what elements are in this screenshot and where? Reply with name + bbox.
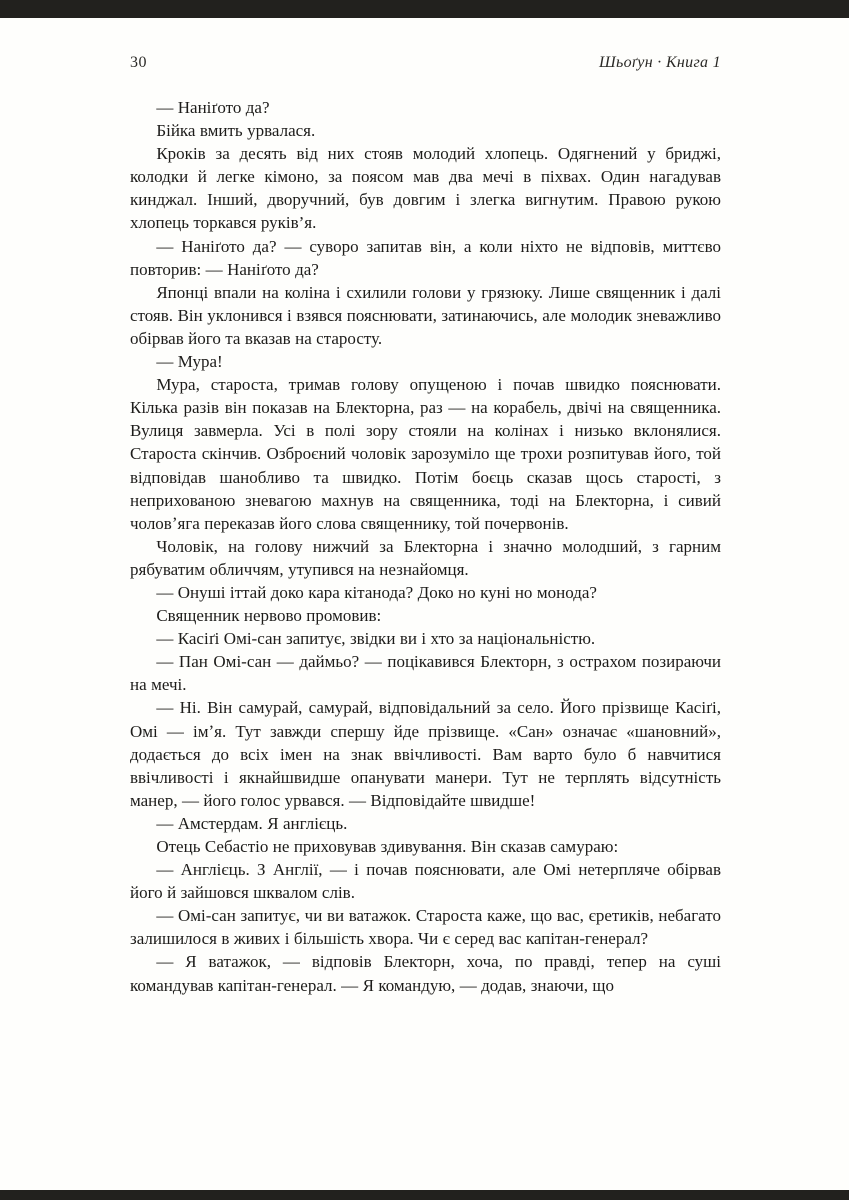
- book-page: [0, 18, 849, 1190]
- paragraph: — Наніґото да? — суворо запитав він, а коли ніхто не відповів, миттєво повторив: — Наніґото да?: [130, 236, 721, 279]
- scan-edge-bottom: [0, 1190, 849, 1200]
- paragraph: — Ні. Він самурай, самурай, відповідальний за село. Його прізвище Касіґі, Омі — імʼя. Тут завжди спершу йде прізвище. «Сан» означає «шановний», додається до всіх імен на знак ввічливості. Вам варто було б навчитися ввічливості і якнайшвидше опанувати манери. Тут не терплять відсутність манер, — його голос урвався. — Відповідайте швидше!: [130, 698, 721, 810]
- paragraph: — Касіґі Омі-сан запитує, звідки ви і хто за національністю.: [156, 629, 596, 649]
- paragraph: — Мура!: [156, 352, 223, 372]
- paragraph: — Амстердам. Я англієць.: [156, 813, 348, 833]
- paragraph: — Пан Омі-сан — даймьо? — поцікавився Блекторн, з острахом позираючи на мечі.: [130, 652, 721, 695]
- paragraph: — Наніґото да?: [156, 98, 270, 117]
- paragraph: — Англієць. З Англії, — і почав пояснювати, але Омі нетерпляче обірвав його й зайшовся шквалом слів.: [130, 860, 721, 903]
- scan-edge-top: [0, 0, 849, 18]
- paragraph: Отець Себастіо не приховував здивування. Він сказав самураю:: [156, 837, 619, 856]
- page-number: 30: [130, 54, 147, 71]
- paragraph: Японці впали на коліна і схилили голови у грязюку. Лише священник і далі стояв. Він уклонився і взявся пояснювати, затинаючись, але молодик зневажливо обірвав його та вказав на старосту.: [130, 282, 721, 348]
- paragraph: Кроків за десять від них стояв молодий хлопець. Одягнений у бриджі, колодки й легке кімоно, за поясом мав два мечі в піхвах. Один нагадував кинджал. Інший, дворучний, був довгим і злегка вигнутим. Правою рукою хлопець торкався руків’я.: [130, 144, 721, 233]
- paragraph: Чоловік, на голову нижчий за Блекторна і значно молодший, з гарним рябуватим обличчям, утупився на незнайомця.: [130, 536, 721, 579]
- paragraph: Мура, староста, тримав голову опущеною і почав швидко пояснювати. Кілька разів він показав на Блекторна, раз — на корабель, двічі на священника. Вулиця завмерла. Усі в полі зору стояли на колінах і низько вклонялися. Староста скінчив. Озброєний чоловік зарозуміло ще трохи розпитував його, той відповідав шанобливо та швидко. Потім боєць сказав щось старості, з неприхованою зневагою махнув на священника, тоді на Блекторна, і сивий чоловʼяга переказав його слова священнику, той почервонів.: [130, 375, 721, 533]
- running-title: Шьоґун · Книга 1: [599, 54, 721, 71]
- paragraph: — Омі-сан запитує, чи ви ватажок. Староста каже, що вас, єретиків, небагато залишилося в живих і більшість хвора. Чи є серед вас капітан-генерал?: [130, 906, 721, 949]
- page-body: [130, 96, 721, 997]
- paragraph: Бійка вмить урвалася.: [156, 121, 316, 141]
- paragraph: Священник нервово промовив:: [156, 606, 382, 626]
- page-header: [130, 54, 721, 72]
- paragraph: — Я ватажок, — відповів Блекторн, хоча, по правді, тепер на суші командував капітан-генерал. — Я командую, — додав, знаючи, що: [130, 952, 721, 995]
- paragraph: — Онуші іттай доко кара кітанода? Доко но куні но монода?: [156, 582, 597, 602]
